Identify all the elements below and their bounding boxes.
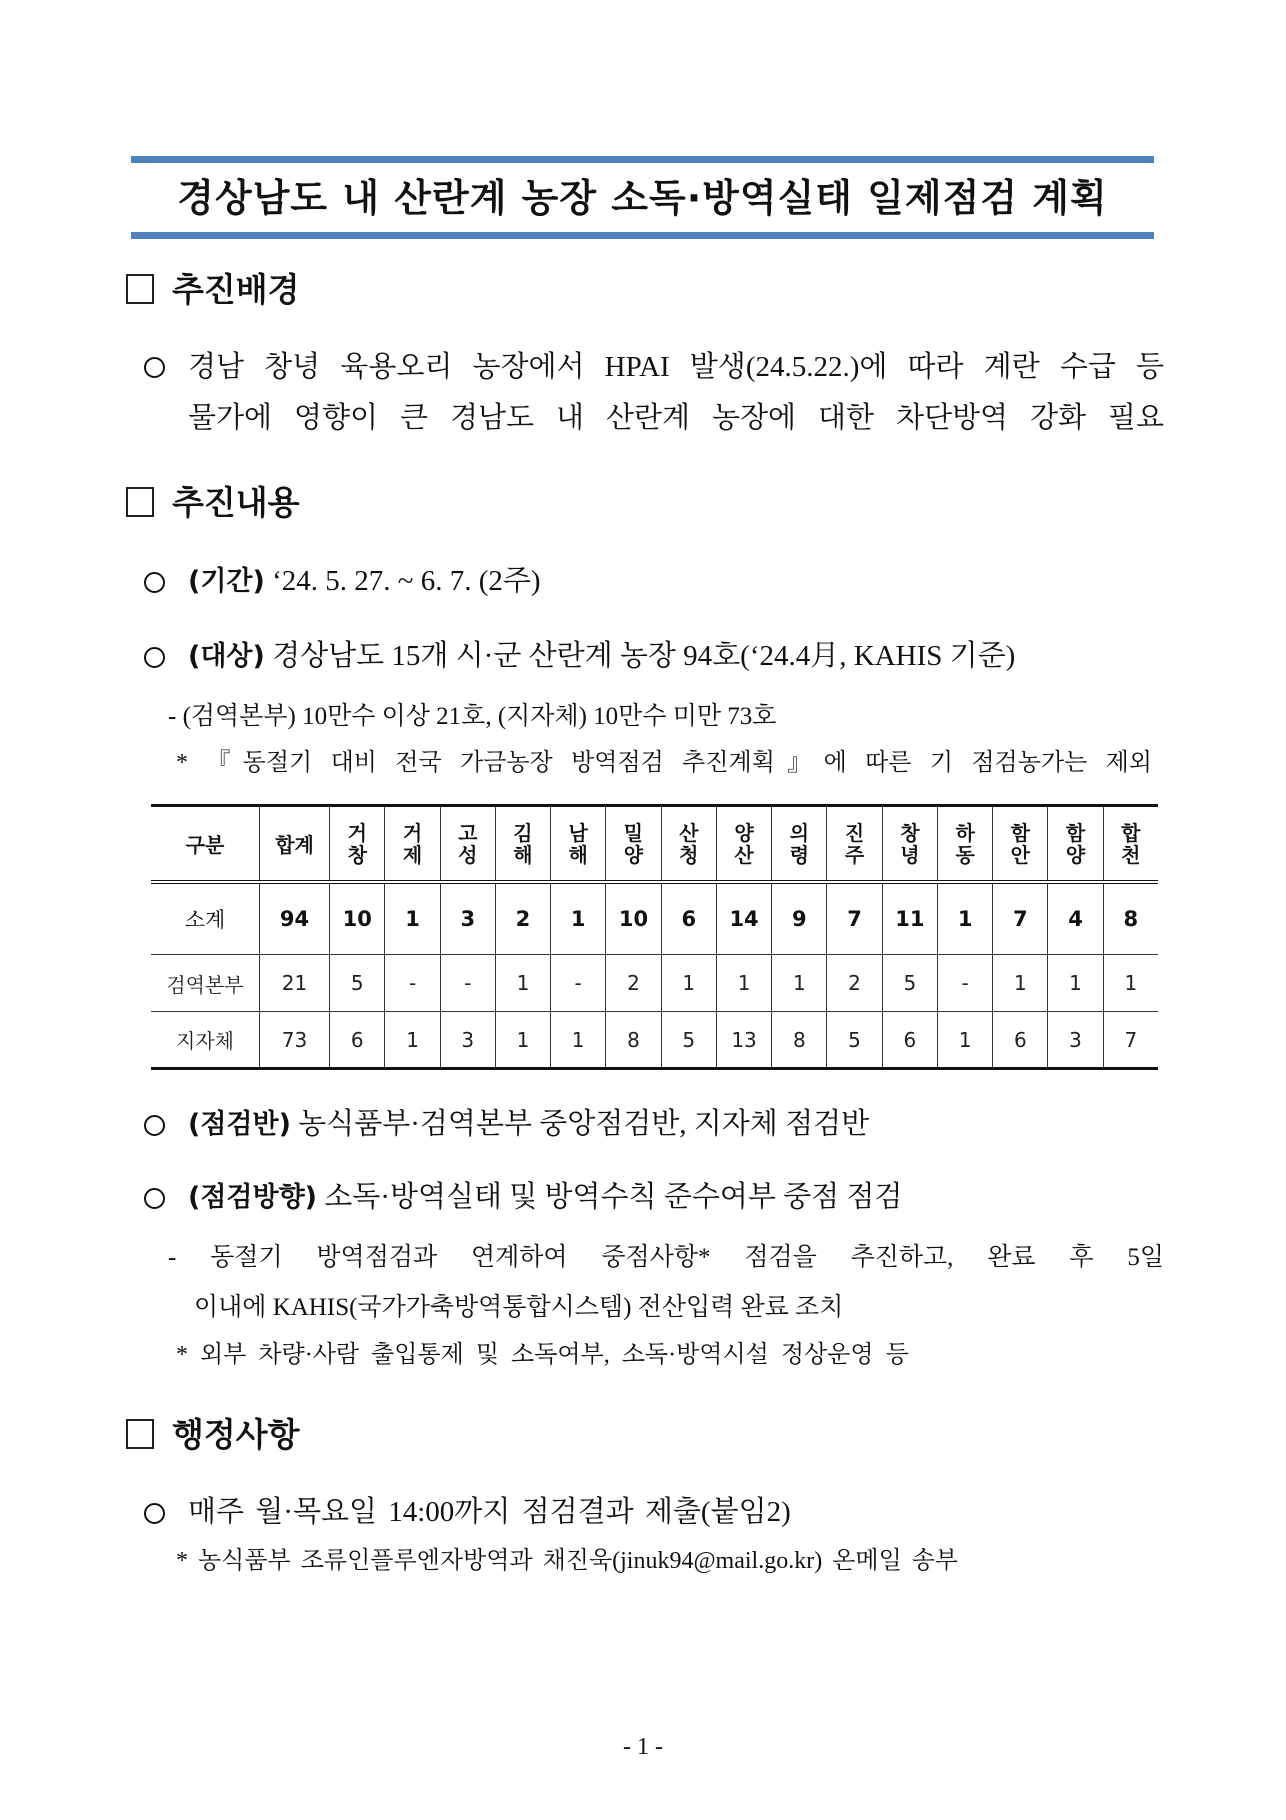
- table-cell: 11: [882, 882, 937, 955]
- table-row: [151, 955, 1158, 1012]
- table-cell: 1: [385, 1012, 440, 1069]
- direction-text: 소독·방역실태 및 방역수칙 준수여부 중점 점검: [324, 1181, 903, 1213]
- header-char: 김: [513, 820, 533, 845]
- table-cell: 7: [827, 882, 882, 955]
- section-heading-background: [126, 268, 300, 312]
- period-label: (기간): [188, 566, 265, 597]
- header-char: 거: [402, 820, 423, 845]
- column-header: [716, 806, 771, 883]
- table-cell: 3: [440, 1012, 495, 1069]
- table-cell: 10: [330, 882, 385, 955]
- table-cell: 9: [772, 882, 827, 955]
- header-char: 안: [1010, 842, 1030, 867]
- table-cell: 2: [495, 882, 550, 955]
- direction-sub-1: - 동절기 방역점검과 연계하여 중점사항* 점검을 추진하고, 완료 후 5일: [168, 1244, 1164, 1271]
- table-cell: 1: [938, 1012, 993, 1069]
- table-cell: 2: [606, 955, 661, 1012]
- column-header: [1103, 806, 1158, 883]
- table-cell: 6: [882, 1012, 937, 1069]
- header-char: 동: [955, 842, 975, 867]
- heading-text: 추진배경: [172, 270, 300, 309]
- table-cell: 10: [606, 882, 661, 955]
- header-char: 산: [679, 820, 699, 845]
- column-header: [1048, 806, 1103, 883]
- header-char: 성: [458, 842, 478, 867]
- header-char: 령: [789, 842, 810, 867]
- table-cell: 21: [259, 955, 329, 1012]
- table-cell: 6: [661, 882, 716, 955]
- table-cell: 8: [606, 1012, 661, 1069]
- table-cell: 8: [1103, 882, 1158, 955]
- checkbox-square-icon: [126, 1419, 154, 1449]
- circle-bullet-icon: [144, 647, 165, 668]
- circle-bullet-icon: [144, 572, 165, 593]
- table-cell: 1: [716, 955, 771, 1012]
- column-header: [606, 806, 661, 883]
- team-line: [188, 1104, 869, 1144]
- header-char: 합: [1121, 820, 1141, 845]
- checkbox-square-icon: [126, 487, 154, 517]
- header-char: 창: [900, 820, 920, 845]
- title-bottom-rule: [131, 232, 1154, 239]
- table-cell: 6: [993, 1012, 1048, 1069]
- column-header: [551, 806, 606, 883]
- column-header: [495, 806, 550, 883]
- header-char: 해: [568, 842, 588, 867]
- header-char: 산: [734, 842, 754, 867]
- table-cell: 6: [330, 1012, 385, 1069]
- table-cell: 8: [772, 1012, 827, 1069]
- table-cell: 1: [1103, 955, 1158, 1012]
- header-char: 밀: [623, 820, 644, 845]
- header-char: 양: [623, 842, 644, 867]
- header-char: 하: [955, 820, 975, 845]
- column-header: [440, 806, 495, 883]
- background-line-1: 경남 창녕 육용오리 농장에서 HPAI 발생(24.5.22.)에 따라 계란 수급 등: [188, 351, 1164, 383]
- table-cell: 7: [993, 882, 1048, 955]
- section-heading-admin: [126, 1413, 300, 1457]
- target-note: * 『동절기 대비 전국 가금농장 방역점검 추진계획』에 따른 기 점검농가는 제외: [176, 750, 1152, 776]
- farm-count-table: [151, 804, 1158, 1070]
- column-header: 구분: [151, 806, 259, 883]
- header-char: 청: [679, 842, 699, 867]
- table-cell: 1: [385, 882, 440, 955]
- page-title: 경상남도 내 산란계 농장 소독·방역실태 일제점검 계획: [177, 176, 1108, 220]
- table-header-row: [151, 806, 1158, 883]
- table-cell: 1: [772, 955, 827, 1012]
- header-char: 거: [347, 820, 367, 845]
- header-char: 제: [402, 842, 423, 867]
- direction-sub-2: 이내에 KAHIS(국가가축방역통합시스템) 전산입력 완료 조치: [194, 1294, 844, 1321]
- column-header: [385, 806, 440, 883]
- table-cell: 1: [495, 1012, 550, 1069]
- table-cell: 14: [716, 882, 771, 955]
- table-cell: 73: [259, 1012, 329, 1069]
- table-cell: -: [440, 955, 495, 1012]
- header-char: 함: [1065, 820, 1086, 845]
- table-cell: 5: [827, 1012, 882, 1069]
- heading-text: 추진내용: [172, 483, 300, 522]
- table-cell: 1: [993, 955, 1048, 1012]
- header-char: 남: [568, 820, 588, 845]
- table-cell: 3: [440, 882, 495, 955]
- table-cell: 1: [551, 882, 606, 955]
- team-label: (점검반): [188, 1109, 291, 1140]
- table-cell: 5: [661, 1012, 716, 1069]
- header-char: 양: [1065, 842, 1086, 867]
- direction-line: [188, 1177, 902, 1217]
- circle-bullet-icon: [144, 1188, 165, 1209]
- header-char: 주: [844, 842, 865, 867]
- admin-bullet: 매주 월·목요일 14:00까지 점검결과 제출(붙임2): [188, 1496, 791, 1528]
- column-header: [661, 806, 716, 883]
- column-header: [827, 806, 882, 883]
- table-cell: -: [385, 955, 440, 1012]
- column-header: [882, 806, 937, 883]
- target-sub: - (검역본부) 10만수 이상 21호, (지자체) 10만수 미만 73호: [168, 703, 777, 730]
- table-cell: 1: [495, 955, 550, 1012]
- direction-label: (점검방향): [188, 1182, 318, 1213]
- header-char: 해: [513, 842, 533, 867]
- target-label: (대상): [188, 641, 265, 672]
- period-text: ‘24. 5. 27. ~ 6. 7. (2주): [272, 565, 541, 597]
- target-text: 경상남도 15개 시·군 산란계 농장 94호(‘24.4月, KAHIS 기준): [272, 640, 1016, 672]
- header-char: 천: [1121, 842, 1141, 867]
- table-row: [151, 1012, 1158, 1069]
- checkbox-square-icon: [126, 274, 154, 304]
- table-cell: 7: [1103, 1012, 1158, 1069]
- table-cell: 1: [1048, 955, 1103, 1012]
- header-char: 진: [844, 820, 865, 845]
- team-text: 농식품부·검역본부 중앙점검반, 지자체 점검반: [298, 1108, 870, 1140]
- circle-bullet-icon: [144, 1115, 165, 1136]
- header-char: 의: [789, 820, 810, 845]
- header-char: 녕: [900, 842, 920, 867]
- column-header: [772, 806, 827, 883]
- table-cell: 1: [661, 955, 716, 1012]
- column-header: [938, 806, 993, 883]
- table-cell: 4: [1048, 882, 1103, 955]
- target-line: [188, 636, 1015, 676]
- circle-bullet-icon: [144, 1503, 165, 1524]
- header-char: 고: [458, 820, 478, 845]
- row-label: 검역본부: [151, 955, 259, 1012]
- table-cell: -: [938, 955, 993, 1012]
- table-cell: 5: [330, 955, 385, 1012]
- title-top-rule: [131, 156, 1154, 163]
- heading-text: 행정사항: [172, 1415, 300, 1454]
- table-cell: 3: [1048, 1012, 1103, 1069]
- table-cell: -: [551, 955, 606, 1012]
- header-char: 창: [347, 842, 367, 867]
- background-line-2: 물가에 영향이 큰 경남도 내 산란계 농장에 대한 차단방역 강화 필요: [188, 402, 1164, 434]
- header-char: 양: [734, 820, 754, 845]
- section-heading-content: [126, 481, 300, 525]
- table-cell: 1: [938, 882, 993, 955]
- table-cell: 5: [882, 955, 937, 1012]
- admin-note: * 농식품부 조류인플루엔자방역과 채진욱(jinuk94@mail.go.kr) 온메일 송부: [176, 1548, 959, 1574]
- table-cell: 94: [259, 882, 329, 955]
- row-label: 소계: [151, 882, 259, 955]
- page-number: - 1 -: [623, 1734, 663, 1760]
- period-line: [188, 561, 541, 601]
- table-cell: 2: [827, 955, 882, 1012]
- column-header: 합계: [259, 806, 329, 883]
- circle-bullet-icon: [144, 357, 165, 378]
- header-char: 함: [1010, 820, 1030, 845]
- column-header: [993, 806, 1048, 883]
- table-cell: 13: [716, 1012, 771, 1069]
- table-cell: 1: [551, 1012, 606, 1069]
- table-row: [151, 882, 1158, 955]
- direction-note: * 외부 차량·사람 출입통제 및 소독여부, 소독·방역시설 정상운영 등: [176, 1342, 909, 1368]
- column-header: [330, 806, 385, 883]
- row-label: 지자체: [151, 1012, 259, 1069]
